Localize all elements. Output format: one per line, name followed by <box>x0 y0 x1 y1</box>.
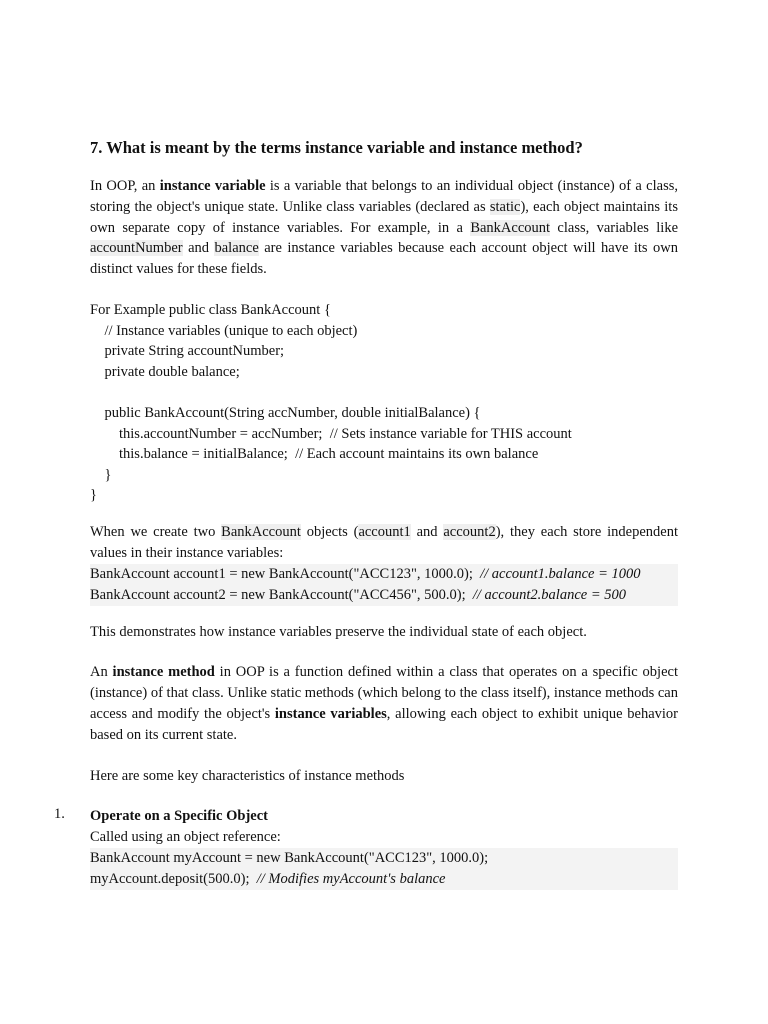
term-instance-method: instance method <box>112 664 215 681</box>
code-text: BankAccount account2 = new BankAccount("ACC456", 500.0); <box>90 586 473 603</box>
code-comment: // account2.balance = 500 <box>472 586 626 603</box>
code-line: public BankAccount(String accNumber, double initialBalance) { <box>90 404 481 421</box>
list-item <box>54 806 678 890</box>
code-line <box>90 564 678 585</box>
code-line <box>90 585 678 606</box>
spacer <box>90 280 678 300</box>
text-span: An <box>90 664 113 681</box>
code-accountnumber: accountNumber <box>90 240 183 257</box>
code-comment: // Modifies myAccount's balance <box>256 870 446 887</box>
code-static: static <box>489 198 521 215</box>
code-line: // Instance variables (unique to each object) <box>90 322 358 339</box>
text-span: and <box>182 240 215 257</box>
text-span: objects ( <box>300 523 359 540</box>
spacer <box>90 746 678 766</box>
term-instance-variable: instance variable <box>159 178 266 194</box>
demo-paragraph: This demonstrates how instance variables preserve the individual state of each object. <box>90 623 587 640</box>
item-title-text: Operate on a Specific Object <box>90 808 268 825</box>
list-number: 1. <box>54 806 65 823</box>
instance-method-paragraph <box>90 662 678 745</box>
code-text: myAccount.deposit(500.0); <box>90 870 257 887</box>
code-balance: balance <box>214 240 259 257</box>
code-line: For Example public class BankAccount { <box>90 301 331 318</box>
text-span: When we create two <box>90 523 222 540</box>
code-line: this.balance = initialBalance; // Each account maintains its own balance <box>90 446 539 463</box>
code-account1: account1 <box>358 523 411 540</box>
text-span: in OOP is a function defined within a class that operates on a specific object (instance) of that class. Unlike static methods (which belong to the class itself), instance methods can access and modify the object's <box>90 664 678 722</box>
list-item-description: Called using an object reference: <box>90 829 281 846</box>
code-account2: account2 <box>443 523 496 540</box>
text-span: , allowing each object to exhibit unique behavior based on its current state. <box>90 705 678 743</box>
code-line: private double balance; <box>90 363 240 380</box>
code-line: BankAccount myAccount = new BankAccount("ACC123", 1000.0); <box>90 848 678 869</box>
text-span: ), each object maintains its own separate copy of instance variables. For example, in a <box>90 198 678 236</box>
text-span: and <box>410 523 444 540</box>
key-characteristics-intro: Here are some key characteristics of instance methods <box>90 767 405 784</box>
spacer <box>90 606 678 622</box>
code-bankaccount: BankAccount <box>221 523 301 540</box>
code-bankaccount: BankAccount <box>470 219 551 236</box>
instance-variable-paragraph <box>90 176 678 280</box>
code-line: } <box>90 487 97 504</box>
code-line: } <box>90 466 112 483</box>
spacer <box>90 642 678 662</box>
characteristics-list <box>54 806 678 890</box>
text-span: ), they each store independent values in their instance variables: <box>90 523 678 561</box>
objects-code-block <box>90 564 678 606</box>
text-span: is a variable that belongs to an individual object (instance) of a class, storing the object's unique state. Unlike class variables (declared as <box>90 178 678 215</box>
objects-paragraph <box>90 522 678 564</box>
code-line-blank <box>90 382 678 403</box>
text-span: are instance variables because each account object will have its own distinct values for these fields. <box>90 240 678 278</box>
spacer <box>90 506 678 522</box>
code-comment: // account1.balance = 1000 <box>480 565 641 582</box>
code-text: BankAccount account1 = new BankAccount("ACC123", 1000.0); <box>90 565 481 582</box>
text-span: class, variables like <box>550 219 679 236</box>
code-line: private String accountNumber; <box>90 343 285 360</box>
list-item-title <box>90 806 678 827</box>
code-line: this.accountNumber = accNumber; // Sets instance variable for THIS account <box>90 425 572 442</box>
spacer <box>90 786 678 806</box>
term-instance-variables: instance variables <box>274 705 387 722</box>
example-code-block <box>90 300 678 506</box>
text-span: In OOP, an <box>90 178 160 194</box>
document-content <box>54 136 679 890</box>
question-heading: 7. What is meant by the terms instance variable and instance method? <box>90 138 583 157</box>
code-line <box>90 869 678 890</box>
